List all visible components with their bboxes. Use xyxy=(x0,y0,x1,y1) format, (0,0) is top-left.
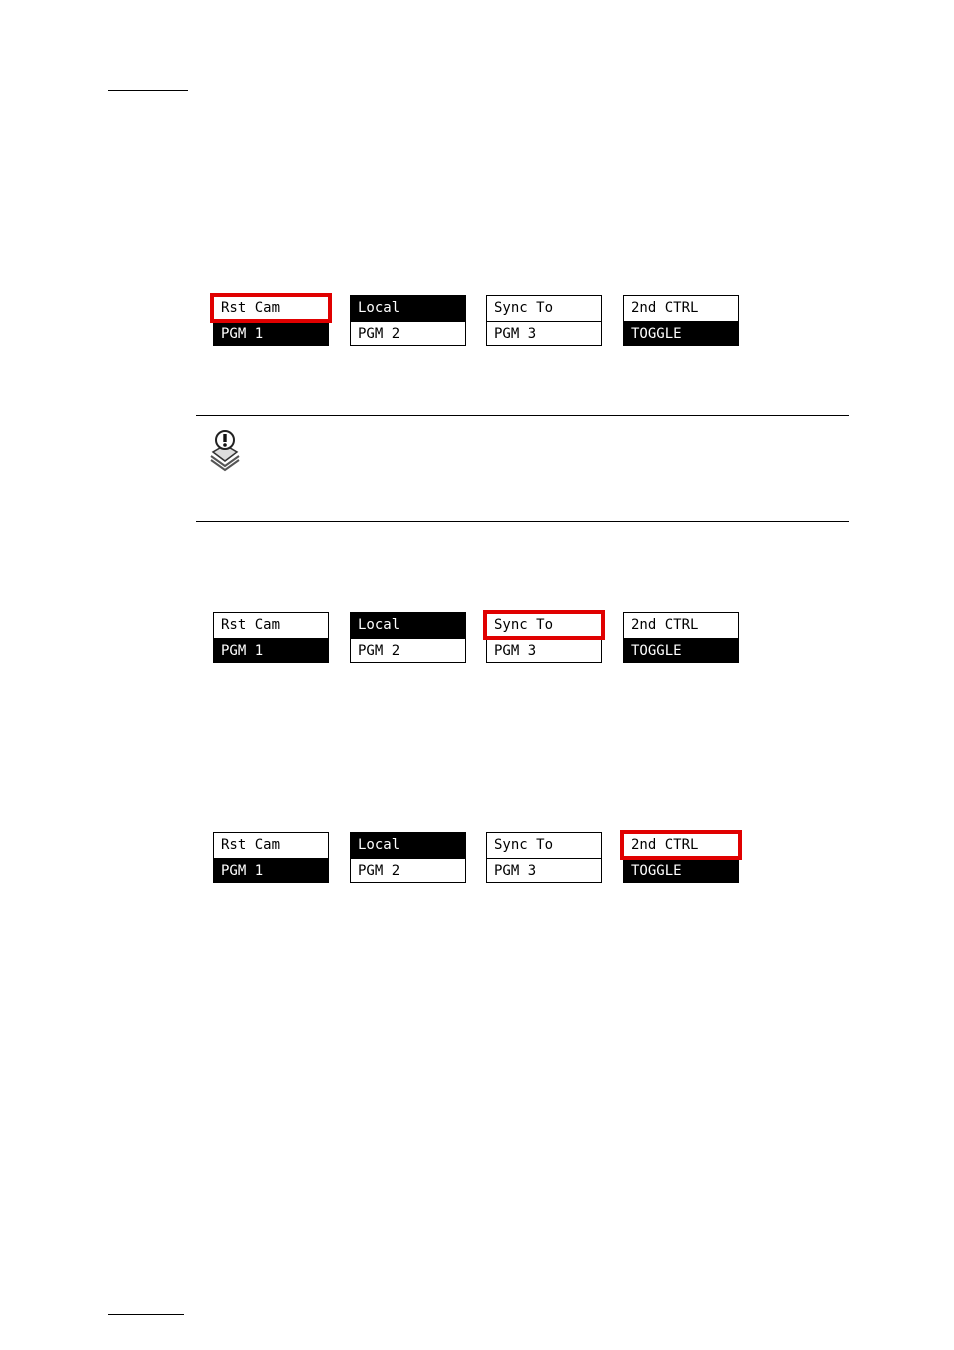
lcd-button-sync-to[interactable] xyxy=(486,832,602,883)
button-top-label: Local xyxy=(351,613,465,638)
button-top-label: 2nd CTRL xyxy=(624,613,738,638)
lcd-button-2nd-ctrl[interactable] xyxy=(623,295,739,346)
lcd-button-local[interactable] xyxy=(350,612,466,663)
button-bottom-label: TOGGLE xyxy=(624,638,738,662)
button-top-label: Rst Cam xyxy=(214,613,328,638)
lcd-button-rst-cam[interactable] xyxy=(213,832,329,883)
button-top-label: Local xyxy=(351,833,465,858)
button-bottom-label: TOGGLE xyxy=(624,321,738,345)
button-top-label: Sync To xyxy=(487,833,601,858)
button-top-label: Sync To xyxy=(487,613,601,638)
lcd-button-rst-cam[interactable] xyxy=(213,612,329,663)
lcd-button-2nd-ctrl[interactable] xyxy=(623,832,739,883)
lcd-button-local[interactable] xyxy=(350,295,466,346)
button-bottom-label: PGM 2 xyxy=(351,321,465,345)
button-top-label: Rst Cam xyxy=(214,833,328,858)
note-warning-icon xyxy=(208,428,242,472)
note-top-rule xyxy=(196,415,849,416)
footer-rule xyxy=(108,1314,184,1315)
button-top-label: Rst Cam xyxy=(214,296,328,321)
button-bottom-label: PGM 3 xyxy=(487,638,601,662)
button-top-label: 2nd CTRL xyxy=(624,296,738,321)
note-bottom-rule xyxy=(196,521,849,522)
button-top-label: 2nd CTRL xyxy=(624,833,738,858)
button-bottom-label: PGM 3 xyxy=(487,858,601,882)
button-top-label: Sync To xyxy=(487,296,601,321)
button-bottom-label: PGM 1 xyxy=(214,321,328,345)
button-bottom-label: TOGGLE xyxy=(624,858,738,882)
button-top-label: Local xyxy=(351,296,465,321)
button-bottom-label: PGM 1 xyxy=(214,638,328,662)
button-bottom-label: PGM 2 xyxy=(351,638,465,662)
header-rule xyxy=(108,90,188,91)
lcd-button-local[interactable] xyxy=(350,832,466,883)
button-bottom-label: PGM 3 xyxy=(487,321,601,345)
lcd-button-2nd-ctrl[interactable] xyxy=(623,612,739,663)
button-bottom-label: PGM 2 xyxy=(351,858,465,882)
lcd-button-sync-to[interactable] xyxy=(486,295,602,346)
lcd-button-sync-to[interactable] xyxy=(486,612,602,663)
button-bottom-label: PGM 1 xyxy=(214,858,328,882)
lcd-button-rst-cam[interactable] xyxy=(213,295,329,346)
